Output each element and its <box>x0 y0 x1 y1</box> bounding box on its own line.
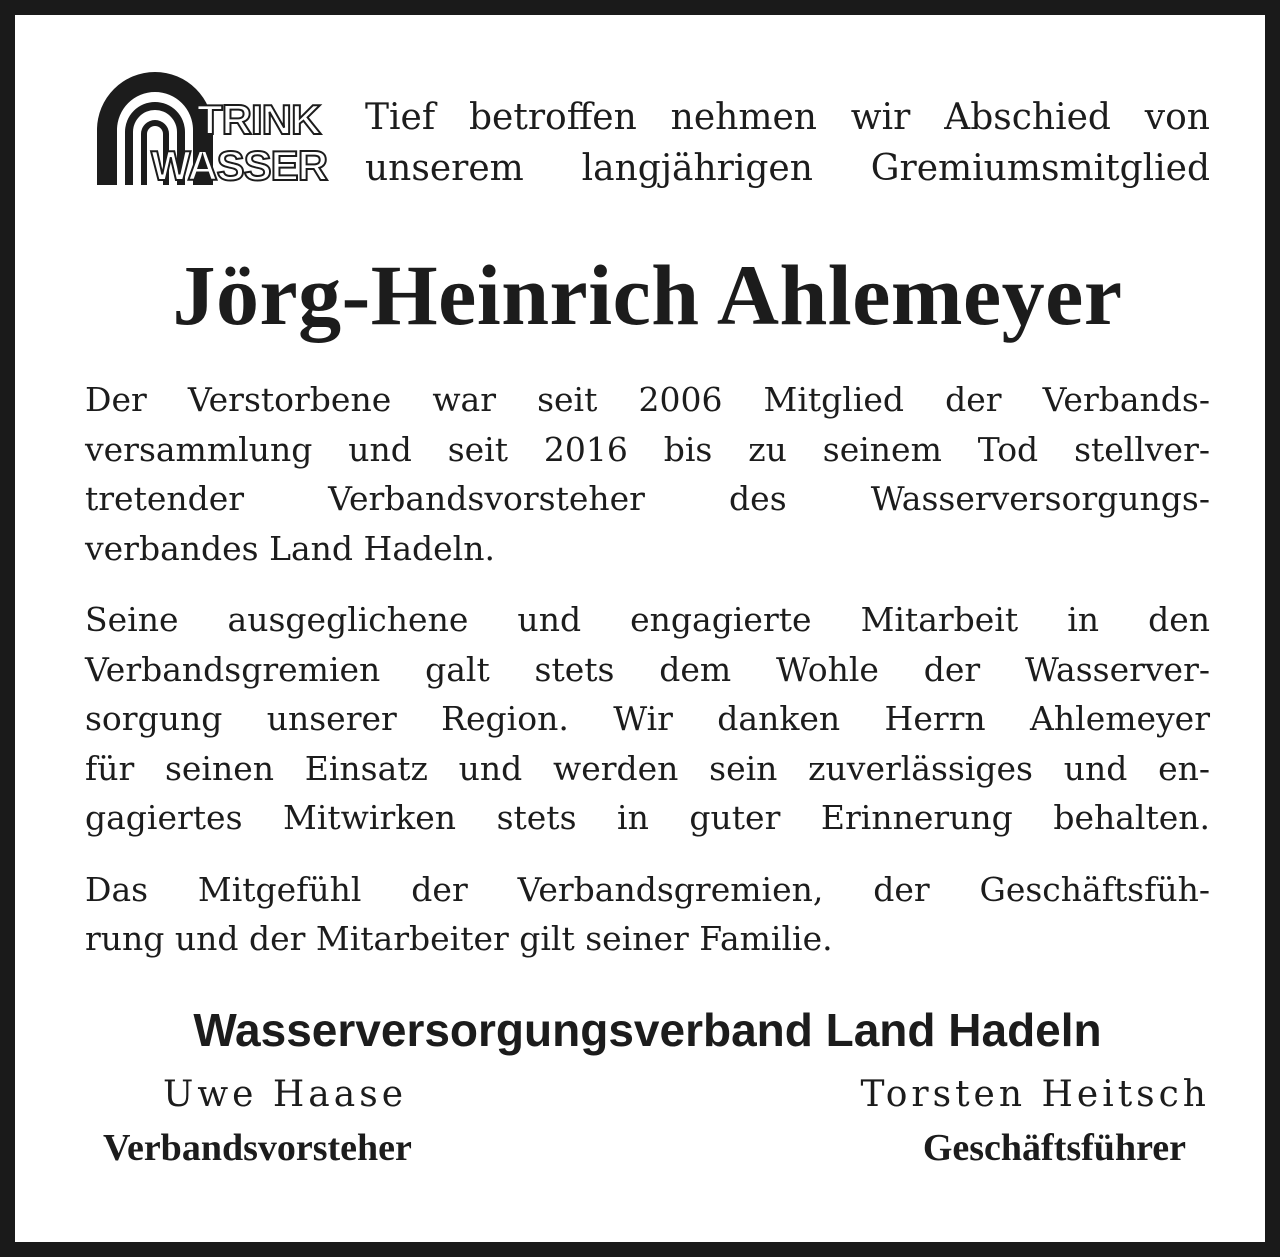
paragraph <box>85 375 1210 573</box>
arch-logo-icon <box>85 60 335 190</box>
text-line: tretender Verbandsvorsteher des Wasserversorgungs- <box>85 479 1210 518</box>
text-line: Seine ausgeglichene und engagierte Mitarbeit in den <box>85 600 1210 639</box>
signatory-title-left: Verbandsvorsteher <box>103 1127 412 1169</box>
paragraph <box>85 595 1210 843</box>
intro-text <box>365 92 1210 194</box>
obituary-content <box>85 60 1210 1169</box>
text-line: Verbandsgremien galt stets dem Wohle der Wasserver- <box>85 649 1210 689</box>
text-line: verbandes Land Hadeln. <box>85 528 495 568</box>
logo-word-wasser: WASSER <box>151 142 328 189</box>
notice-header <box>85 60 1210 200</box>
deceased-name: Jörg-Heinrich Ahlemeyer <box>172 247 1123 343</box>
paragraph <box>85 865 1210 964</box>
intro-line: unserem langjährigen Gremiumsmitglied <box>365 148 1210 189</box>
text-line: für seinen Einsatz und werden sein zuverlässiges und en- <box>85 748 1210 788</box>
signatory-title-right: Geschäftsführer <box>922 1127 1186 1169</box>
text-line: Der Verstorbene war seit 2006 Mitglied der Verbands- <box>85 380 1210 419</box>
organization-name: Wasserversorgungsverband Land Hadeln <box>193 1004 1102 1056</box>
text-line: rung und der Mitarbeiter gilt seiner Familie. <box>85 919 833 958</box>
text-line: versammlung und seit 2016 bis zu seinem Tod stellver- <box>85 429 1210 469</box>
intro-line: Tief betroffen nehmen wir Abschied von <box>365 97 1210 138</box>
notice-body <box>85 375 1210 986</box>
signatory-name-left: Uwe Haase <box>163 1074 408 1115</box>
text-line: gagiertes Mitwirken stets in guter Erinnerung behalten. <box>85 798 1210 837</box>
text-line: sorgung unserer Region. Wir danken Herrn Ahlemeyer <box>85 699 1210 738</box>
text-line: Das Mitgefühl der Verbandsgremien, der Geschäftsfüh- <box>85 869 1210 909</box>
signatory-name-right: Torsten Heitsch <box>860 1074 1210 1115</box>
logo-word-trink: TRINK <box>197 96 321 143</box>
